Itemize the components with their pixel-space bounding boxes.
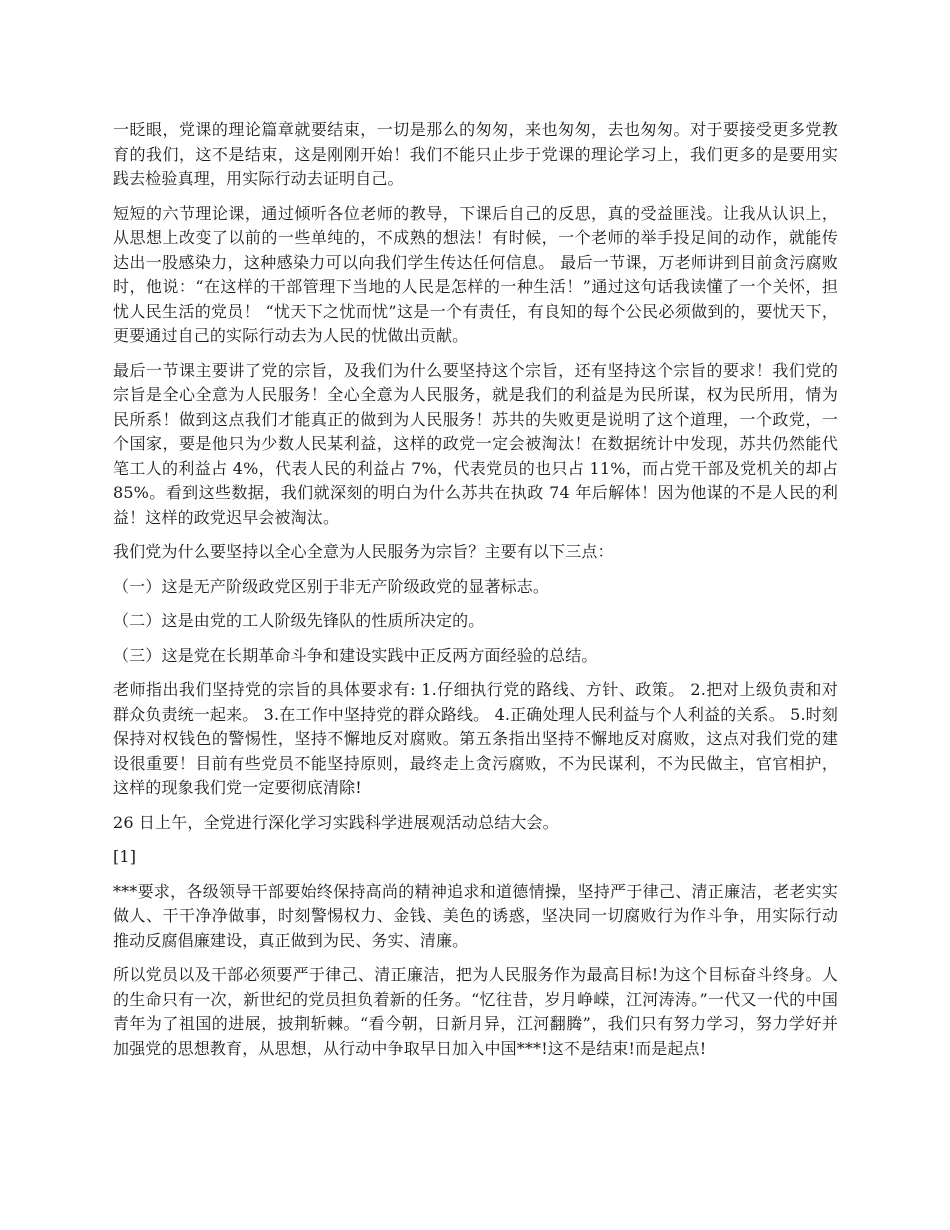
paragraph-requirements: 老师指出我们坚持党的宗旨的具体要求有: 1.仔细执行党的路线、方针、政策。 2.把对上级负责和对群众负责统一起来。 3.在工作中坚持党的群众路线。 4.正确处理人民利益与个人利益的关系。 5.时刻保持对权钱色的警惕性，坚持不懈地反对腐败。第五条指出坚持不懈地反对腐败，这点对我们党的建设很重要！目前有些党员不能坚持原则，最终走上贪污腐败，不为民谋利，不为民做主，官官相护，这样的现象我们党一定要彻底清除!	[113, 680, 838, 797]
paragraph-three-points-intro: 我们党为什么要坚持以全心全意为人民服务为宗旨？主要有以下三点：	[113, 542, 614, 561]
list-item-point-3: （三）这是党在长期革命斗争和建设实践中正反两方面经验的总结。	[113, 645, 598, 665]
list-item-point-1: （一）这是无产阶级政党区别于非无产阶级政党的显著标志。	[113, 576, 550, 596]
footnote-marker: [1]	[113, 847, 137, 866]
paragraph-party-purpose: 最后一节课主要讲了党的宗旨，及我们为什么要坚持这个宗旨，还有坚持这个宗旨的要求！我们党的宗旨是全心全意为人民服务！全心全意为人民服务，就是我们的利益是为民所谋，权为民所用，情为民所系！做到这点我们才能真正的做到为人民服务！苏共的失败更是说明了这个道理，一个政党，一个国家，要是他只为少数人民某利益，这样的政党一定会被淘汰！在数据统计中发现，苏共仍然能代笔工人的利益占 4%，代表人民的利益占 7%，代表党员的也只占 11%，而占党干部及党机关的却占 85%。看到这些数据，我们就深刻的明白为什么苏共在执政 74 年后解体！因为他谋的不是人民的利益！这样的政党迟早会被淘汰。	[113, 360, 838, 527]
paragraph-conclusion: 所以党员以及干部必须要严于律己、清正廉洁，把为人民服务作为最高目标!为这个目标奋斗终身。人的生命只有一次，新世纪的党员担负着新的任务。“忆往昔，岁月峥嵘，江河涛涛。”一代又一代的中国青年为了祖国的进展，披荆斩棘。“看今朝，日新月异，江河翻腾”，我们只有努力学习，努力学好并加强党的思想教育，从思想，从行动中争取早日加入中国***!这不是结束!而是起点!	[113, 965, 838, 1058]
document-body	[113, 118, 838, 1071]
paragraph-intro: 一眨眼，党课的理论篇章就要结束，一切是那么的匆匆，来也匆匆，去也匆匆。对于要接受更多党教育的我们，这不是结束，这是刚刚开始！我们不能只止步于党课的理论学习上，我们更多的是要用实践去检验真理，用实际行动去证明自己。	[113, 120, 838, 188]
paragraph-cadre-requirements: ***要求，各级领导干部要始终保持高尚的精神追求和道德情操，坚持严于律己、清正廉洁，老老实实做人、干干净净做事，时刻警惕权力、金钱、美色的诱惑，坚决同一切腐败行为作斗争，用实际行动推动反腐倡廉建设，真正做到为民、务实、清廉。	[113, 881, 838, 950]
paragraph-meeting: 26 日上午，全党进行深化学习实践科学进展观活动总结大会。	[113, 812, 559, 832]
paragraph-reflection: 短短的六节理论课，通过倾听各位老师的教导，下课后自己的反思，真的受益匪浅。让我从认识上，从思想上改变了以前的一些单纯的，不成熟的想法！有时候，一个老师的举手投足间的动作，就能传达出一股感染力，这种感染力可以向我们学生传达任何信息。 最后一节课，万老师讲到目前贪污腐败时，他说：“在这样的干部管理下当地的人民是怎样的一种生活！”通过这句话我读懂了一个关怀，担忧人民生活的党员！ “忧天下之忧而忧”这是一个有责任，有良知的每个公民必须做到的，要忧天下，更要通过自己的实际行动去为人民的忧做出贡献。	[113, 203, 838, 345]
list-item-point-2: （二）这是由党的工人阶级先锋队的性质所决定的。	[113, 611, 485, 630]
